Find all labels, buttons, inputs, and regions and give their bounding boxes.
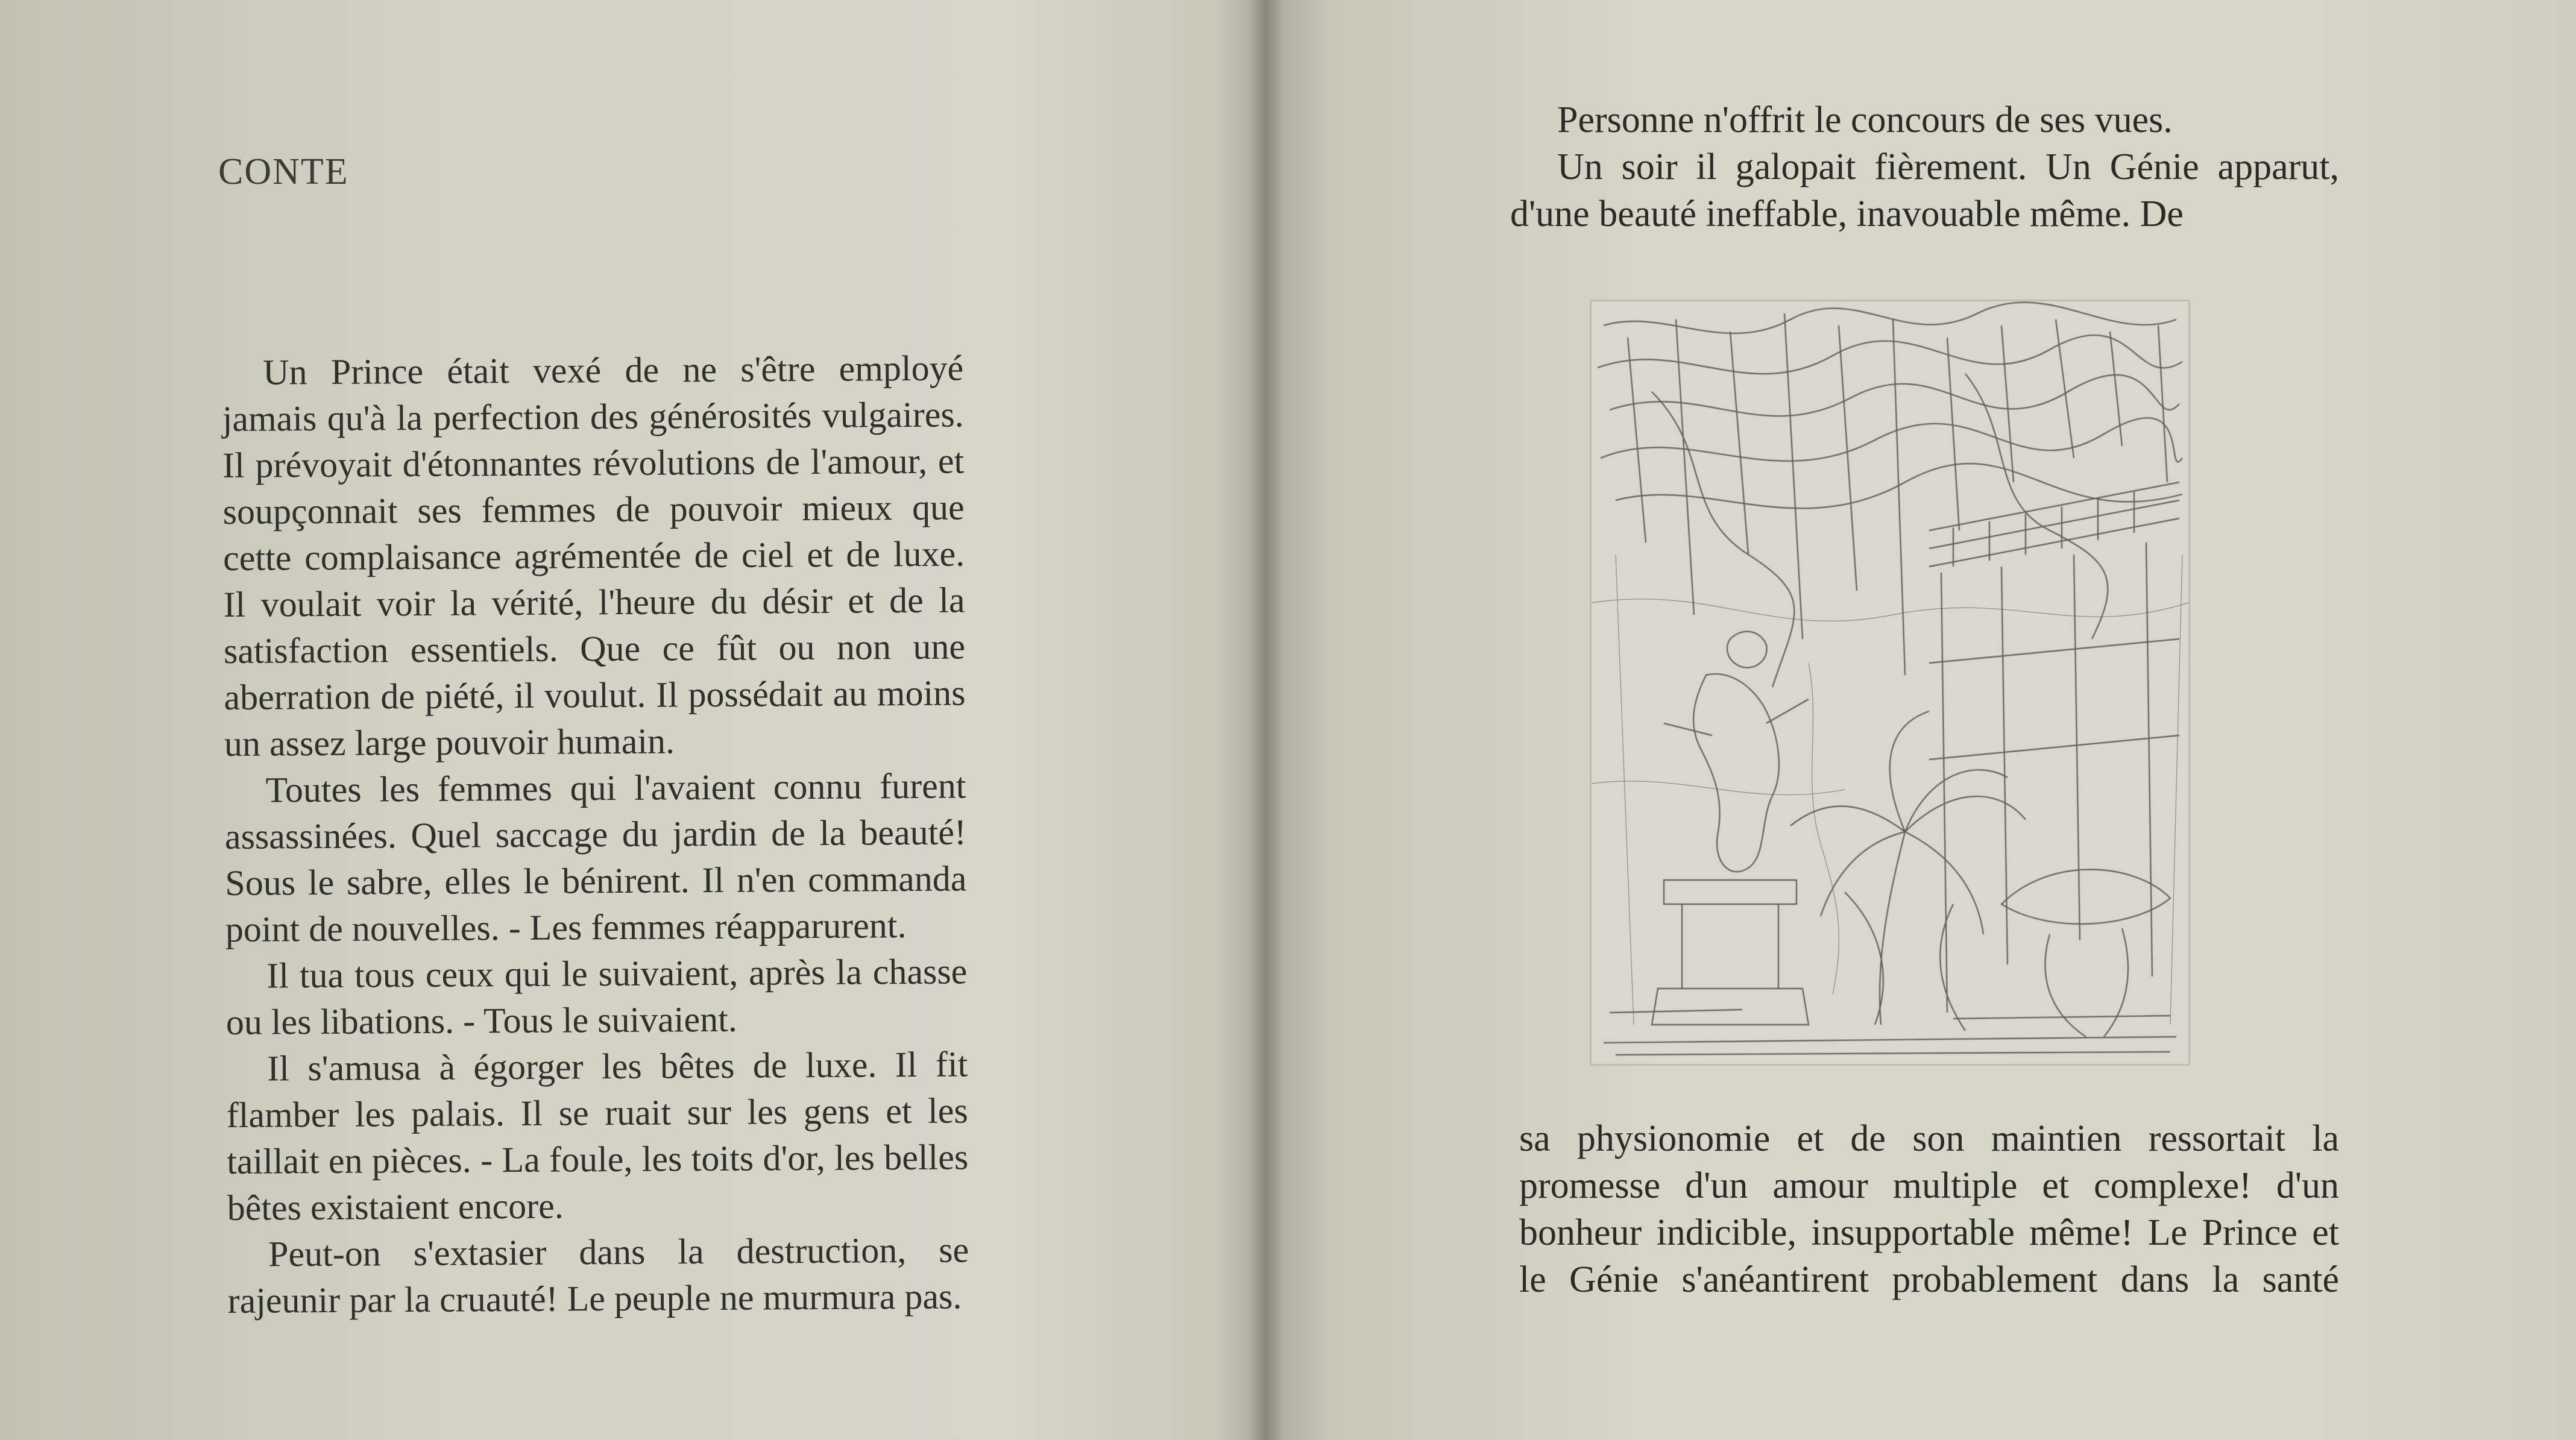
paragraph: Il s'amusa à égorger les bêtes de luxe. Il fit flamber les palais. Il se ruait sur les gens et les taillait en pièces. - La foule, les toits d'or, les belles bêtes existaient encore. xyxy=(226,1044,969,1228)
paragraph: sa physionomie et de son maintien ressortait la promesse d'un amour multiple et complexe! d'un bonheur indicible, insupportable même! Le Prince et le Génie s'anéantirent probablement dans la santé xyxy=(1519,1118,2339,1300)
paragraph: Un Prince était vexé de ne s'être employé jamais qu'à la perfection des générosités vulgaires. Il prévoyait d'étonnantes révolutions de l'amour, et soupçonnait ses femmes de pouvoir mieux que cette complaisance agrémentée de ciel et de luxe. Il voulait voir la vérité, l'heure du désir et de la satisfaction essentiels. Que ce fût ou non une aberration de piété, il voulut. Il possédait au moins un assez large pouvoir humain. xyxy=(222,348,966,764)
page-title: CONTE xyxy=(218,151,349,192)
garden-statue-etching xyxy=(1592,301,2188,1064)
right-page-bottom-text xyxy=(1519,1115,2339,1303)
paragraph: Personne n'offrit le concours de ses vues. xyxy=(1557,99,2173,140)
paragraph: Un soir il galopait fièrement. Un Génie apparut, d'une beauté ineffable, inavouable même. De xyxy=(1510,146,2339,234)
left-page-text xyxy=(222,345,969,1324)
paragraph: Il tua tous ceux qui le suivaient, après la chasse ou les libations. - Tous le suivaient. xyxy=(225,951,968,1042)
etching-illustration xyxy=(1592,301,2188,1064)
paragraph: Peut-on s'extasier dans la destruction, se rajeunir par la cruauté! Le peuple ne murmura pas. xyxy=(227,1230,969,1321)
book-gutter xyxy=(1248,0,1284,1440)
right-page-top-text xyxy=(1510,96,2339,237)
paragraph: Toutes les femmes qui l'avaient connu furent assassinées. Quel saccage du jardin de la beauté! Sous le sabre, elles le bénirent. Il n'en commanda point de nouvelles. - Les femmes réapparurent. xyxy=(224,766,967,949)
